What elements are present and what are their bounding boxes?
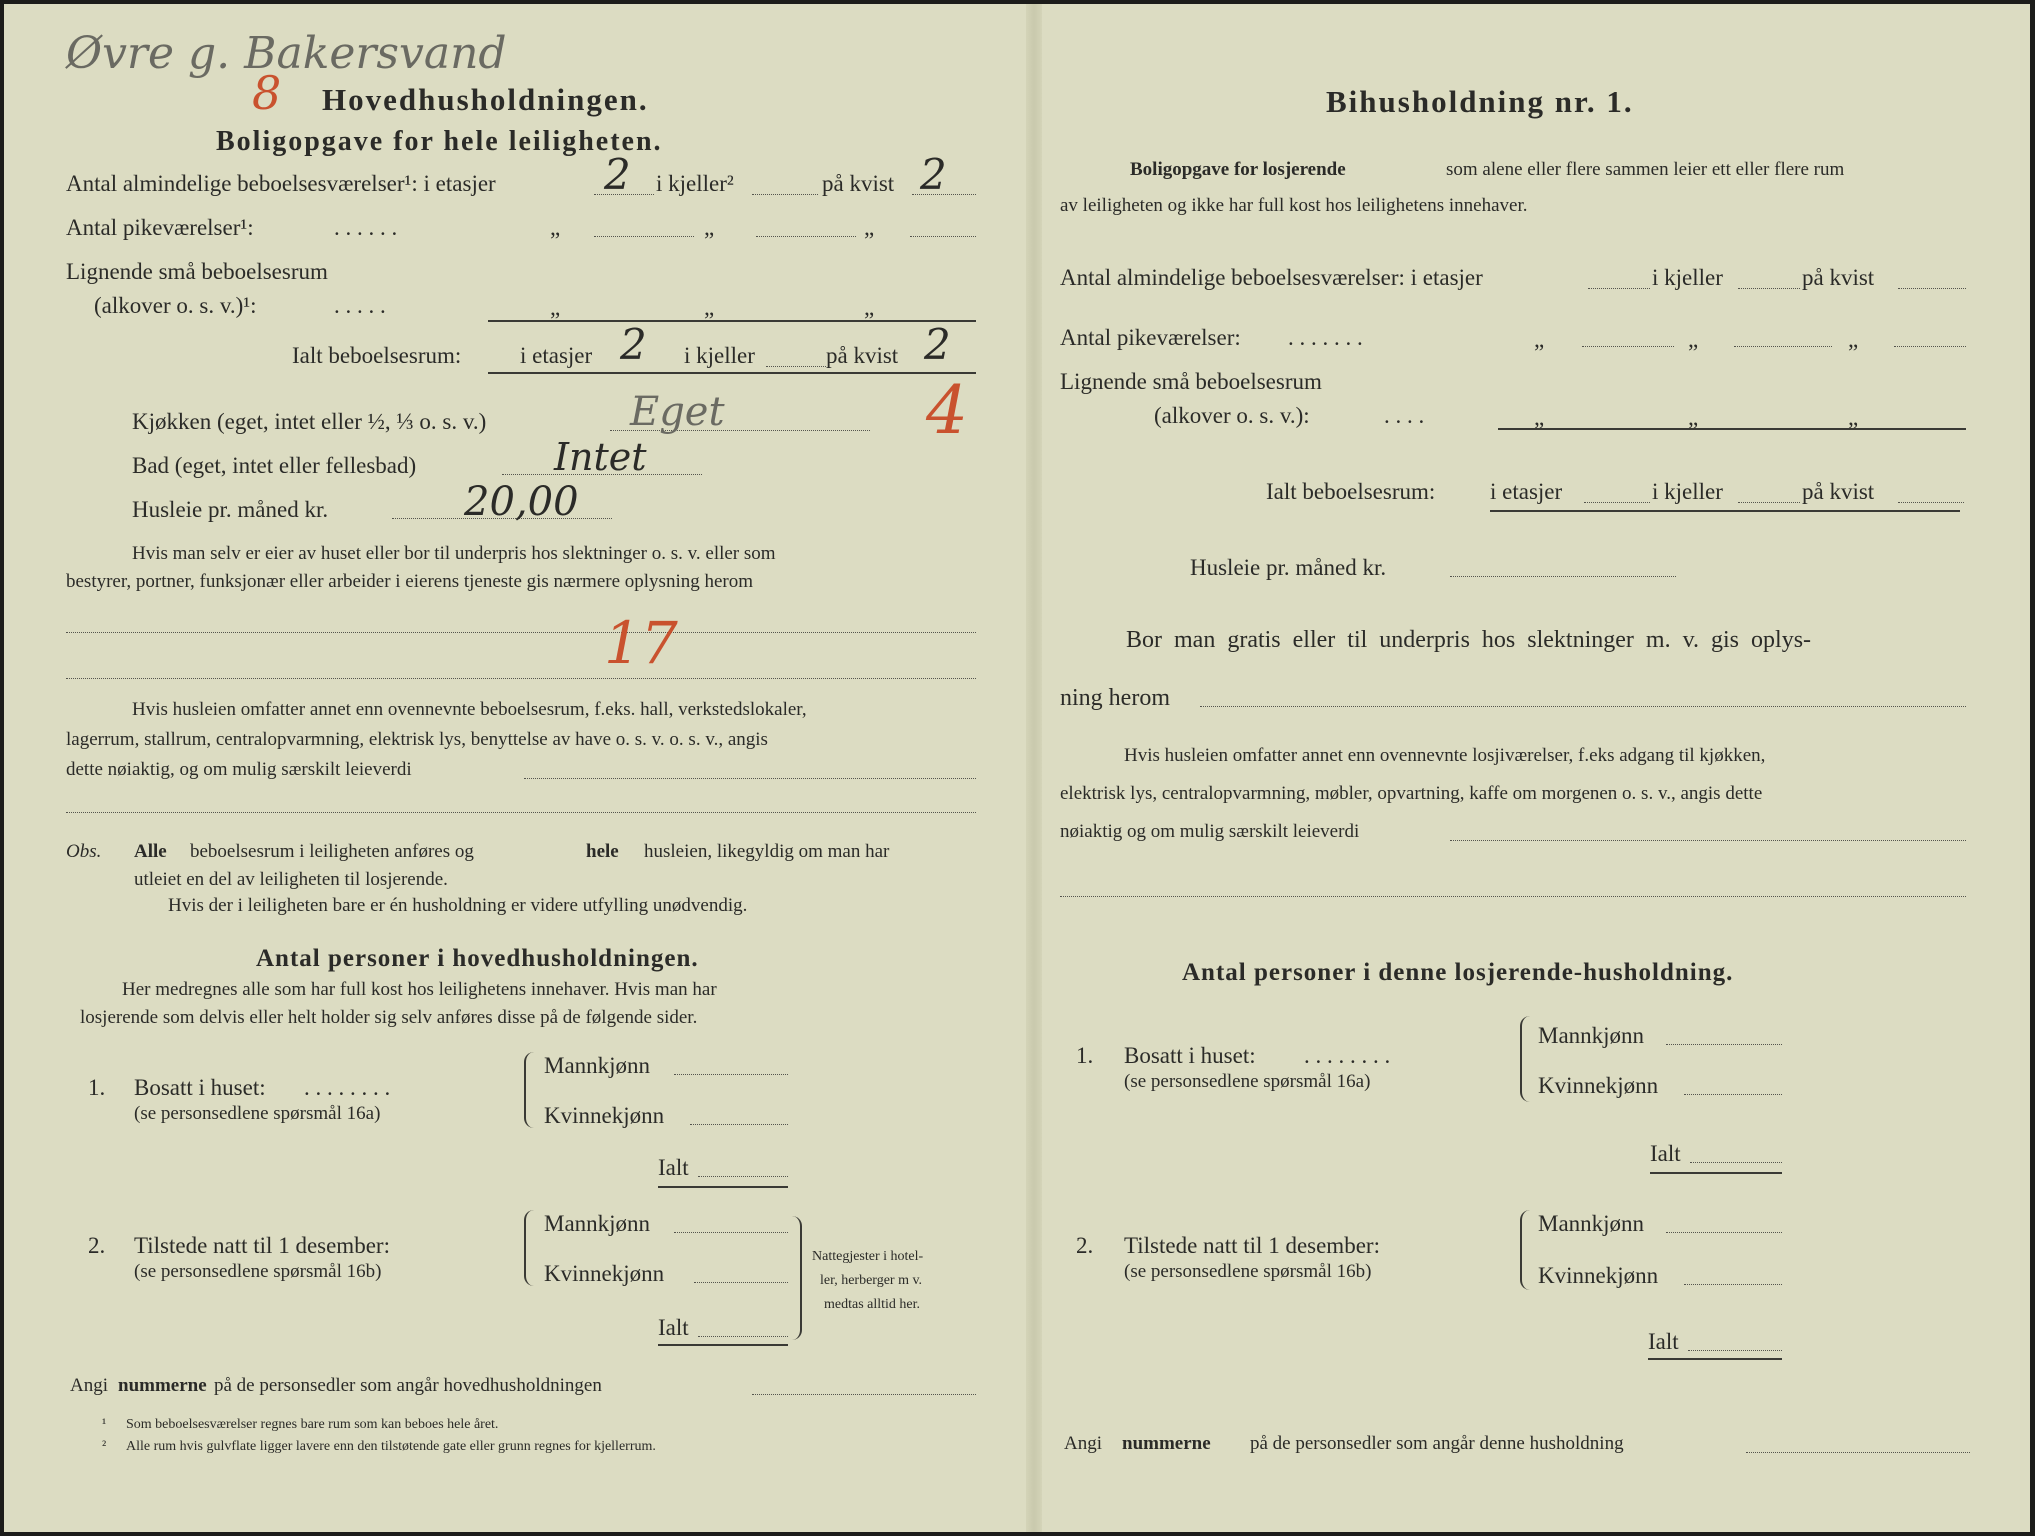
- annet-field-2[interactable]: [66, 812, 976, 813]
- ditto-mark: „: [1534, 327, 1545, 352]
- annet-text-2: lagerrum, stallrum, centralopvarmning, elektrisk lys, benyttelse av have o. s. v. o. s. v., angis: [66, 729, 768, 750]
- r-kjeller-field[interactable]: [1738, 288, 1800, 289]
- r-item1-ialt-label: Ialt: [1650, 1141, 1681, 1166]
- item2-number: 2.: [88, 1233, 106, 1258]
- kjeller-field[interactable]: [752, 194, 818, 195]
- ditto-mark: „: [704, 295, 715, 320]
- ditto-mark: „: [704, 215, 715, 240]
- item1-ialt-label: Ialt: [658, 1155, 689, 1180]
- eier-text-1: Hvis man selv er eier av huset eller bor til underpris hos slektninger o. s. v. eller som: [132, 543, 776, 564]
- r-ialt-kvist-label: på kvist: [1802, 479, 1875, 504]
- item1-ialt-rule: [658, 1186, 788, 1188]
- eier-field-1[interactable]: [66, 632, 976, 633]
- r-item1-kvinne-field[interactable]: [1684, 1094, 1782, 1095]
- r-ialt-etasjer-label: i etasjer: [1490, 479, 1563, 504]
- ditto-mark: „: [1534, 405, 1545, 430]
- ialt-rule: [488, 372, 976, 374]
- r-item1-ialt-rule: [1650, 1172, 1782, 1174]
- r-sum-rule: [1498, 428, 1966, 430]
- item2-mann-field[interactable]: [674, 1232, 788, 1233]
- dots: . . . . . . . .: [1304, 1043, 1391, 1068]
- r-angi-field[interactable]: [1746, 1452, 1970, 1453]
- ialt-label: Ialt beboelsesrum:: [292, 343, 462, 368]
- gratis-field[interactable]: [1200, 706, 1966, 707]
- item2-mann-label: Mannkjønn: [544, 1211, 651, 1236]
- handwritten-margin-total: 4: [926, 372, 968, 449]
- eier-field-2[interactable]: [66, 678, 976, 679]
- r-item2-number: 2.: [1076, 1233, 1094, 1258]
- r-item1-label: Bosatt i huset:: [1124, 1043, 1256, 1068]
- r-annet-field-1[interactable]: [1450, 840, 1966, 841]
- r-ialt-label: Ialt beboelsesrum:: [1266, 479, 1436, 504]
- r-pike-kjeller-field[interactable]: [1734, 346, 1832, 347]
- handwritten-etasjer: 2: [604, 150, 631, 199]
- ditto-mark: „: [1688, 405, 1699, 430]
- dots: . . . . . .: [334, 215, 398, 240]
- r-alkover-label-line2: (alkover o. s. v.):: [1154, 403, 1310, 428]
- rooms-label: Antal almindelige beboelsesværelser¹: i etasjer: [66, 171, 496, 196]
- r-item2-ialt-rule: [1648, 1358, 1782, 1360]
- r-annet-text-2: elektrisk lys, centralopvarmning, møbler, opvartning, kaffe om morgenen o. s. v., angis dette: [1060, 783, 1763, 804]
- footnote-1-num: ¹: [102, 1417, 107, 1432]
- r-ialt-kvist-field[interactable]: [1898, 502, 1964, 503]
- obs-text-3: Hvis der i leiligheten bare er én husholdning er videre utfylling unødvendig.: [168, 895, 748, 916]
- kjeller-label: i kjeller²: [656, 171, 734, 196]
- nattegjester-brace: [788, 1216, 802, 1340]
- r-kvist-label: på kvist: [1802, 265, 1875, 290]
- item1-label: Bosatt i huset:: [134, 1075, 266, 1100]
- left-title: Hovedhusholdningen.: [322, 82, 649, 117]
- handwritten-address: Øvre g. Bakersvand: [66, 28, 507, 79]
- r-ialt-kjeller-label: i kjeller: [1652, 479, 1723, 504]
- pike-etasjer-field[interactable]: [594, 236, 694, 237]
- item1-sub: (se personsedlene spørsmål 16a): [134, 1103, 381, 1124]
- r-ialt-rule: [1490, 510, 1960, 512]
- r-angi-label-c: på de personsedler som angår denne husholdning: [1250, 1433, 1624, 1454]
- census-form-sheet: [4, 4, 2030, 1532]
- r-kvist-field[interactable]: [1898, 288, 1966, 289]
- obs-text-1b: husleien, likegyldig om man har: [644, 841, 890, 862]
- footnote-2-num: ²: [102, 1439, 107, 1454]
- r-item2-mann-label: Mannkjønn: [1538, 1211, 1645, 1236]
- item2-ialt-label: Ialt: [658, 1315, 689, 1340]
- item2-brace: [524, 1210, 538, 1286]
- right-persons-title: Antal personer i denne losjerende-husholdning.: [1182, 959, 1734, 986]
- r-angi-label-b: nummerne: [1122, 1433, 1211, 1454]
- gratis-text-2: ning herom: [1060, 685, 1170, 711]
- nattegjester-note-1: Nattegjester i hotel-: [812, 1249, 924, 1264]
- pikevaerelser-label: Antal pikeværelser¹:: [66, 215, 254, 240]
- r-item2-label: Tilstede natt til 1 desember:: [1124, 1233, 1380, 1258]
- r-husleie-label: Husleie pr. måned kr.: [1190, 555, 1387, 580]
- annet-field-1[interactable]: [524, 778, 976, 779]
- nattegjester-note-2: ler, herberger m v.: [820, 1273, 923, 1288]
- r-annet-field-2[interactable]: [1060, 896, 1966, 897]
- item1-kvinne-field[interactable]: [690, 1124, 788, 1125]
- alkover-label-line2: (alkover o. s. v.)¹:: [94, 293, 257, 318]
- ditto-mark: „: [1688, 327, 1699, 352]
- obs-alle: Alle: [134, 841, 167, 862]
- nattegjester-note-3: medtas alltid her.: [824, 1297, 921, 1312]
- r-ialt-etasjer-field[interactable]: [1584, 502, 1650, 503]
- ditto-mark: „: [550, 215, 561, 240]
- footnote-2: Alle rum hvis gulvflate ligger lavere enn den tilstøtende gate eller grunn regnes for kjellerrum.: [126, 1439, 656, 1454]
- obs-text-2: utleiet en del av leiligheten til losjerende.: [134, 869, 448, 890]
- item2-kvinne-field[interactable]: [694, 1282, 788, 1283]
- r-pike-kvist-field[interactable]: [1894, 346, 1966, 347]
- ialt-kjeller-label: i kjeller: [684, 343, 755, 368]
- item2-label: Tilstede natt til 1 desember:: [134, 1233, 390, 1258]
- handwritten-kjokken: Eget: [630, 389, 725, 435]
- item2-ialt-field[interactable]: [698, 1336, 788, 1337]
- annet-text-3: dette nøiaktig, og om mulig særskilt leieverdi: [66, 759, 412, 780]
- handwritten-ialt-kvist: 2: [924, 320, 951, 369]
- r-item2-mann-field[interactable]: [1666, 1232, 1782, 1233]
- handwritten-bad: Intet: [554, 435, 647, 479]
- handwritten-household-number: 8: [252, 66, 282, 120]
- bad-label: Bad (eget, intet eller fellesbad): [132, 453, 417, 478]
- r-item2-brace: [1520, 1210, 1534, 1290]
- r-item1-brace: [1520, 1016, 1534, 1102]
- obs-text-1a: beboelsesrum i leiligheten anføres og: [190, 841, 474, 862]
- item2-sub: (se personsedlene spørsmål 16b): [134, 1261, 382, 1282]
- ialt-kjeller-field[interactable]: [766, 366, 826, 367]
- kjokken-label: Kjøkken (eget, intet eller ½, ⅓ o. s. v.): [132, 409, 487, 434]
- item1-mann-field[interactable]: [674, 1074, 788, 1075]
- alkover-label-line1: Lignende små beboelsesrum: [66, 259, 328, 284]
- r-pikevaerelser-label: Antal pikeværelser:: [1060, 325, 1241, 350]
- ialt-etasjer-label: i etasjer: [520, 343, 593, 368]
- ditto-mark: „: [864, 295, 875, 320]
- handwritten-margin-mark: 17: [604, 609, 678, 677]
- dots: . . . .: [1384, 403, 1425, 428]
- right-title: Bihusholdning nr. 1.: [1326, 84, 1634, 119]
- pike-kvist-field[interactable]: [910, 236, 976, 237]
- ditto-mark: „: [550, 295, 561, 320]
- r-item2-ialt-field[interactable]: [1688, 1350, 1782, 1351]
- persons-text-2: losjerende som delvis eller helt holder sig selv anføres disse på de følgende sider.: [80, 1007, 698, 1028]
- item1-kvinne-label: Kvinnekjønn: [544, 1103, 665, 1128]
- gratis-text-1: Bor man gratis eller til underpris hos slektninger m. v. gis oplys-: [1126, 627, 1812, 653]
- left-subtitle: Boligopgave for hele leiligheten.: [216, 126, 663, 157]
- r-annet-text-1: Hvis husleien omfatter annet enn ovennevnte losjiværelser, f.eks adgang til kjøkken,: [1124, 745, 1766, 766]
- persons-text-1: Her medregnes alle som har full kost hos leilighetens innehaver. Hvis man har: [122, 979, 717, 1000]
- angi-label-c: på de personsedler som angår hovedhusholdningen: [214, 1375, 602, 1396]
- r-pike-etasjer-field[interactable]: [1582, 346, 1674, 347]
- r-rooms-label: Antal almindelige beboelsesværelser: i etasjer: [1060, 265, 1483, 290]
- angi-label-a: Angi: [70, 1375, 108, 1396]
- pike-kjeller-field[interactable]: [756, 236, 856, 237]
- r-item1-sub: (se personsedlene spørsmål 16a): [1124, 1071, 1371, 1092]
- handwritten-husleie: 20,00: [464, 479, 579, 525]
- losjerende-intro-2: av leiligheten og ikke har full kost hos leilighetens innehaver.: [1060, 195, 1528, 216]
- item1-number: 1.: [88, 1075, 106, 1100]
- obs-hele: hele: [586, 841, 619, 862]
- obs-label: Obs.: [66, 841, 102, 862]
- item2-kvinne-label: Kvinnekjønn: [544, 1261, 665, 1286]
- losjerende-intro-1: som alene eller flere sammen leier ett eller flere rum: [1446, 159, 1845, 180]
- r-item1-ialt-field[interactable]: [1690, 1162, 1782, 1163]
- ditto-mark: „: [864, 215, 875, 240]
- handwritten-ialt-etasjer: 2: [620, 320, 647, 369]
- angi-field[interactable]: [752, 1394, 976, 1395]
- dots: . . . . . . . .: [304, 1075, 391, 1100]
- r-ialt-kjeller-field[interactable]: [1738, 502, 1800, 503]
- kvist-label: på kvist: [822, 171, 895, 196]
- r-annet-text-3: nøiaktig og om mulig særskilt leieverdi: [1060, 821, 1360, 842]
- r-item1-number: 1.: [1076, 1043, 1094, 1068]
- ditto-mark: „: [1848, 327, 1859, 352]
- eier-text-2: bestyrer, portner, funksjonær eller arbeider i eierens tjeneste gis nærmere oplysning herom: [66, 571, 754, 592]
- dots: . . . . .: [334, 293, 386, 318]
- r-item1-kvinne-label: Kvinnekjønn: [1538, 1073, 1659, 1098]
- husleie-label: Husleie pr. måned kr.: [132, 497, 329, 522]
- item1-brace: [524, 1052, 538, 1128]
- r-item2-ialt-label: Ialt: [1648, 1329, 1679, 1354]
- ialt-kvist-label: på kvist: [826, 343, 899, 368]
- r-item2-sub: (se personsedlene spørsmål 16b): [1124, 1261, 1372, 1282]
- r-husleie-field[interactable]: [1450, 576, 1676, 577]
- dots: . . . . . . .: [1288, 325, 1363, 350]
- r-alkover-label-line1: Lignende små beboelsesrum: [1060, 369, 1322, 394]
- item2-ialt-rule: [658, 1344, 788, 1346]
- sum-rule: [488, 320, 976, 322]
- annet-text-1: Hvis husleien omfatter annet enn ovennevnte beboelsesrum, f.eks. hall, verkstedslokaler,: [132, 699, 807, 720]
- r-item2-kvinne-label: Kvinnekjønn: [1538, 1263, 1659, 1288]
- angi-label-b: nummerne: [118, 1375, 207, 1396]
- item1-ialt-field[interactable]: [698, 1176, 788, 1177]
- handwritten-kvist: 2: [920, 150, 947, 199]
- r-item1-mann-field[interactable]: [1666, 1044, 1782, 1045]
- page-fold: [1026, 4, 1042, 1532]
- ditto-mark: „: [1848, 405, 1859, 430]
- footnote-1: Som beboelsesværelser regnes bare rum som kan beboes hele året.: [126, 1417, 499, 1432]
- r-kjeller-label: i kjeller: [1652, 265, 1723, 290]
- r-item1-mann-label: Mannkjønn: [1538, 1023, 1645, 1048]
- r-angi-label-a: Angi: [1064, 1433, 1102, 1454]
- item1-mann-label: Mannkjønn: [544, 1053, 651, 1078]
- left-persons-title: Antal personer i hovedhusholdningen.: [256, 945, 699, 972]
- r-item2-kvinne-field[interactable]: [1684, 1284, 1782, 1285]
- losjerende-intro-bold: Boligopgave for losjerende: [1130, 159, 1346, 180]
- r-etasjer-field[interactable]: [1588, 288, 1650, 289]
